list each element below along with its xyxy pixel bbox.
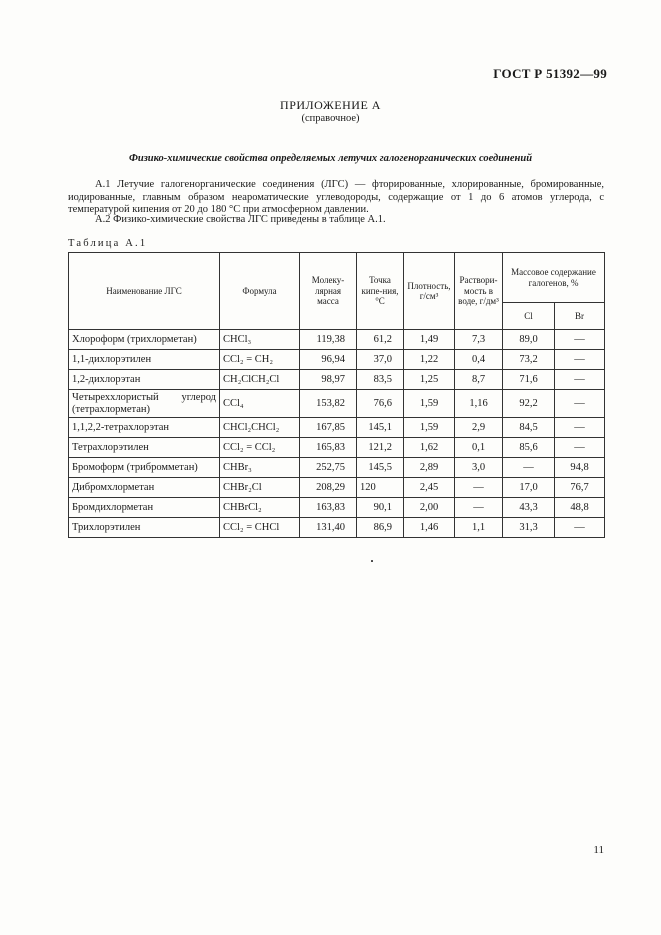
cell-formula: CHCl₂CHCl₂	[220, 418, 300, 438]
header-br: Br	[555, 303, 605, 330]
cell-boil: 76,6	[357, 390, 404, 418]
appendix-heading	[0, 98, 661, 125]
section-title: Физико-химические свойства определяемых летучих галогенорганических соединений	[128, 153, 533, 164]
cell-density: 2,45	[404, 478, 455, 498]
cell-name: Бромоформ (трибромметан)	[69, 458, 220, 478]
cell-br: 94,8	[555, 458, 605, 478]
table-row	[69, 330, 605, 350]
cell-mass: 165,83	[300, 438, 357, 458]
cell-br: 48,8	[555, 498, 605, 518]
cell-mass: 153,82	[300, 390, 357, 418]
cell-boil: 145,1	[357, 418, 404, 438]
cell-density: 1,25	[404, 370, 455, 390]
cell-solubility: 1,1	[455, 518, 503, 538]
cell-solubility: —	[455, 478, 503, 498]
cell-cl: 84,5	[503, 418, 555, 438]
cell-solubility: 0,4	[455, 350, 503, 370]
cell-name: 1,1-дихлорэтилен	[69, 350, 220, 370]
cell-name: 1,2-дихлорэтан	[69, 370, 220, 390]
cell-br: —	[555, 418, 605, 438]
cell-name: 1,1,2,2-тетрахлорэтан	[69, 418, 220, 438]
cell-density: 1,22	[404, 350, 455, 370]
cell-boil: 61,2	[357, 330, 404, 350]
cell-density: 1,49	[404, 330, 455, 350]
paragraph-a1-text: А.1 Летучие галогенорганические соединения (ЛГС) — фторированные, хлорированные, бромированные, иодированные, главным образом неароматические углеводороды, содержащие от 1 до 6 атомов углерода, с температурой кипения от 20 до 180 °С при атмосферном давлении.	[68, 179, 604, 215]
cell-mass: 167,85	[300, 418, 357, 438]
paragraph-a2	[68, 214, 604, 227]
cell-solubility: 3,0	[455, 458, 503, 478]
header-formula: Формула	[220, 253, 300, 330]
cell-formula: CHCl₃	[220, 330, 300, 350]
cell-name: Тетрахлорэтилен	[69, 438, 220, 458]
cell-cl: 73,2	[503, 350, 555, 370]
cell-density: 2,89	[404, 458, 455, 478]
table-row	[69, 458, 605, 478]
cell-boil: 86,9	[357, 518, 404, 538]
cell-boil: 121,2	[357, 438, 404, 458]
cell-solubility: 1,16	[455, 390, 503, 418]
table-row	[69, 438, 605, 458]
cell-boil: 145,5	[357, 458, 404, 478]
table-row	[69, 518, 605, 538]
cell-solubility: 7,3	[455, 330, 503, 350]
cell-boil: 83,5	[357, 370, 404, 390]
cell-formula: CHBr₃	[220, 458, 300, 478]
cell-name: Дибромхлорметан	[69, 478, 220, 498]
cell-mass: 252,75	[300, 458, 357, 478]
cell-name: Хлороформ (трихлорметан)	[69, 330, 220, 350]
cell-solubility: 0,1	[455, 438, 503, 458]
cell-name-line1	[72, 392, 216, 404]
cell-density: 1,62	[404, 438, 455, 458]
cell-br: —	[555, 370, 605, 390]
cell-boil: 90,1	[357, 498, 404, 518]
cell-density: 1,59	[404, 390, 455, 418]
header-boil: Точка кипе-ния, °С	[357, 253, 404, 330]
cell-boil: 120	[357, 478, 404, 498]
header-name: Наименование ЛГС	[69, 253, 220, 330]
cell-name: Трихлорэтилен	[69, 518, 220, 538]
table-row	[69, 350, 605, 370]
cell-mass: 163,83	[300, 498, 357, 518]
table-row	[69, 478, 605, 498]
cell-formula: CCl₄	[220, 390, 300, 418]
cell-br: 76,7	[555, 478, 605, 498]
cell-mass: 131,40	[300, 518, 357, 538]
standard-code: ГОСТ Р 51392—99	[493, 66, 607, 81]
cell-cl: 31,3	[503, 518, 555, 538]
header-cl: Cl	[503, 303, 555, 330]
cell-cl: 89,0	[503, 330, 555, 350]
paragraph-a1	[68, 179, 604, 217]
cell-br: —	[555, 438, 605, 458]
header-halogen: Массовое содержание галогенов, %	[503, 253, 605, 303]
cell-br: —	[555, 330, 605, 350]
cell-cl: 85,6	[503, 438, 555, 458]
cell-density: 1,46	[404, 518, 455, 538]
cell-mass: 119,38	[300, 330, 357, 350]
cell-density: 1,59	[404, 418, 455, 438]
header-solubility: Раствори-мость в воде, г/дм³	[455, 253, 503, 330]
appendix-subtitle: (справочное)	[301, 113, 360, 124]
scan-speck	[371, 560, 373, 562]
table-row	[69, 370, 605, 390]
cell-density: 2,00	[404, 498, 455, 518]
cell-formula: CCl₂ = CHCl	[220, 518, 300, 538]
appendix-title: ПРИЛОЖЕНИЕ А	[280, 98, 381, 112]
cell-formula: CCl₂ = CH₂	[220, 350, 300, 370]
cell-name-word2: углерод	[181, 391, 216, 403]
cell-solubility: —	[455, 498, 503, 518]
cell-br: —	[555, 390, 605, 418]
cell-br: —	[555, 518, 605, 538]
cell-formula: CHBr₂Cl	[220, 478, 300, 498]
cell-cl: 43,3	[503, 498, 555, 518]
cell-mass: 96,94	[300, 350, 357, 370]
cell-mass: 208,29	[300, 478, 357, 498]
cell-name-word1: Четыреххлористый	[72, 391, 159, 403]
cell-formula: CHBrCl₂	[220, 498, 300, 518]
cell-cl: 17,0	[503, 478, 555, 498]
cell-solubility: 8,7	[455, 370, 503, 390]
table-row	[69, 418, 605, 438]
cell-formula: CH₂ClCH₂Cl	[220, 370, 300, 390]
cell-name	[69, 390, 220, 418]
cell-solubility: 2,9	[455, 418, 503, 438]
cell-cl: 71,6	[503, 370, 555, 390]
header-mass: Молеку-лярная масса	[300, 253, 357, 330]
properties-table	[68, 252, 605, 538]
header-density: Плотность, г/см³	[404, 253, 455, 330]
paragraph-a2-text: А.2 Физико-химические свойства ЛГС приведены в таблице А.1.	[95, 214, 386, 225]
page-number: 11	[593, 844, 604, 856]
cell-br: —	[555, 350, 605, 370]
cell-formula: CCl₂ = CCl₂	[220, 438, 300, 458]
cell-boil: 37,0	[357, 350, 404, 370]
table-row	[69, 498, 605, 518]
cell-mass: 98,97	[300, 370, 357, 390]
cell-name: Бромдихлорметан	[69, 498, 220, 518]
cell-cl: 92,2	[503, 390, 555, 418]
cell-name-line2: (тетрахлорметан)	[72, 403, 151, 415]
cell-cl: —	[503, 458, 555, 478]
table-caption: Таблица А.1	[68, 238, 148, 249]
table-row	[69, 390, 605, 418]
